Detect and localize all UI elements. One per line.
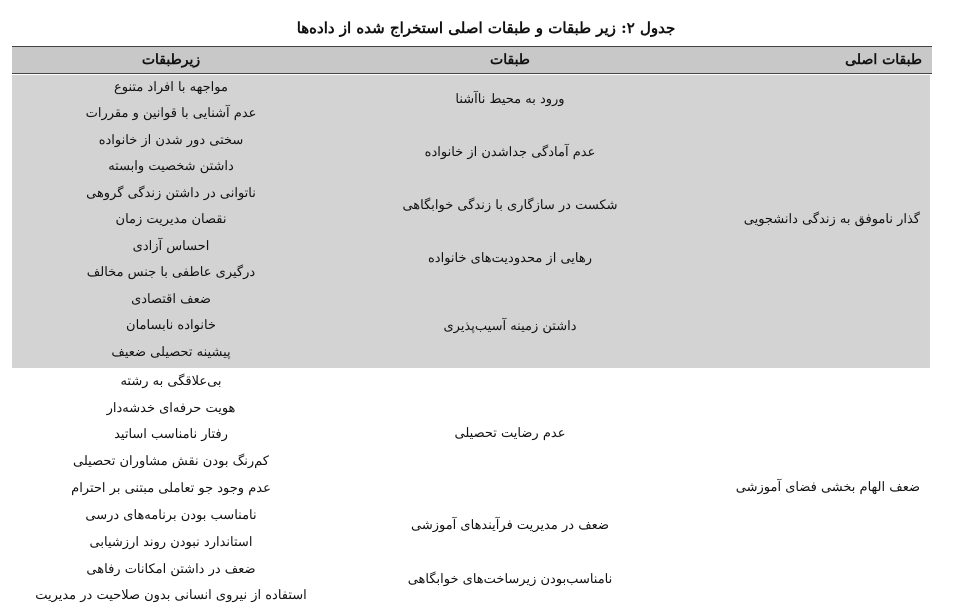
category-2-1: عدم رضایت تحصیلی — [454, 426, 566, 441]
subcategory-1-10: خانواده نابسامان — [126, 318, 216, 333]
subcategory-1-3: سختی دور شدن از خانواده — [98, 133, 244, 148]
subcategory-2-1: بی‌علاقگی به رشته — [120, 374, 222, 389]
subcategory-1-5: ناتوانی در داشتن زندگی گروهی — [86, 186, 256, 201]
subcategory-1-11: پیشینه تحصیلی ضعیف — [111, 345, 231, 360]
subcategory-2-4: کم‌رنگ بودن نقش مشاوران تحصیلی — [73, 454, 269, 469]
subcategory-1-1: مواجهه با افراد متنوع — [114, 80, 228, 95]
main-category-2: ضعف الهام بخشی فضای آموزشی — [735, 480, 920, 495]
category-1-3: شکست در سازگاری با زندگی خوابگاهی — [402, 198, 618, 213]
table-caption: جدول ۲: زیر طبقات و طبقات اصلی استخراج شده از داده‌ها — [296, 19, 676, 37]
subcategory-1-2: عدم آشنایی با قوانین و مقررات — [85, 106, 257, 121]
subcategory-2-8: ضعف در داشتن امکانات رفاهی — [86, 562, 256, 577]
subcategory-1-6: نقصان مدیریت زمان — [115, 212, 227, 227]
subcategory-1-9: ضعف اقتصادی — [131, 292, 211, 307]
subcategory-2-5: عدم وجود جو تعاملی مبتنی بر احترام — [71, 481, 271, 496]
category-1-4: رهایی از محدودیت‌های خانواده — [428, 251, 592, 266]
category-1-5: داشتن زمینه آسیب‌پذیری — [443, 319, 577, 334]
subcategory-2-3: رفتار نامناسب اساتید — [114, 427, 228, 442]
subcategory-2-9: استفاده از نیروی انسانی بدون صلاحیت در مدیریت — [35, 588, 307, 603]
subcategory-1-7: احساس آزادی — [132, 239, 210, 254]
category-1-1: ورود به محیط ناآشنا — [455, 92, 565, 107]
category-2-3: نامناسب‌بودن زیرساخت‌های خوابگاهی — [407, 572, 613, 587]
header-main-category: طبقات اصلی — [845, 52, 922, 68]
main-category-1: گذار ناموفق به زندگی دانشجویی — [743, 212, 920, 227]
category-1-2: عدم آمادگی جداشدن از خانواده — [424, 145, 596, 160]
subcategory-1-8: درگیری عاطفی با جنس مخالف — [86, 265, 256, 280]
header-category: طبقات — [490, 52, 530, 68]
subcategory-2-6: نامناسب بودن برنامه‌های درسی — [85, 508, 257, 523]
subcategory-2-7: استاندارد نبودن روند ارزشیابی — [89, 535, 253, 550]
header-subcategory: زیرطبقات — [141, 52, 201, 68]
category-2-2: ضعف در مدیریت فرآیندهای آموزشی — [411, 518, 609, 533]
table-header-rule — [12, 73, 932, 74]
subcategory-2-2: هویت حرفه‌ای خدشه‌دار — [106, 401, 236, 416]
subcategory-1-4: داشتن شخصیت وابسته — [108, 159, 234, 174]
